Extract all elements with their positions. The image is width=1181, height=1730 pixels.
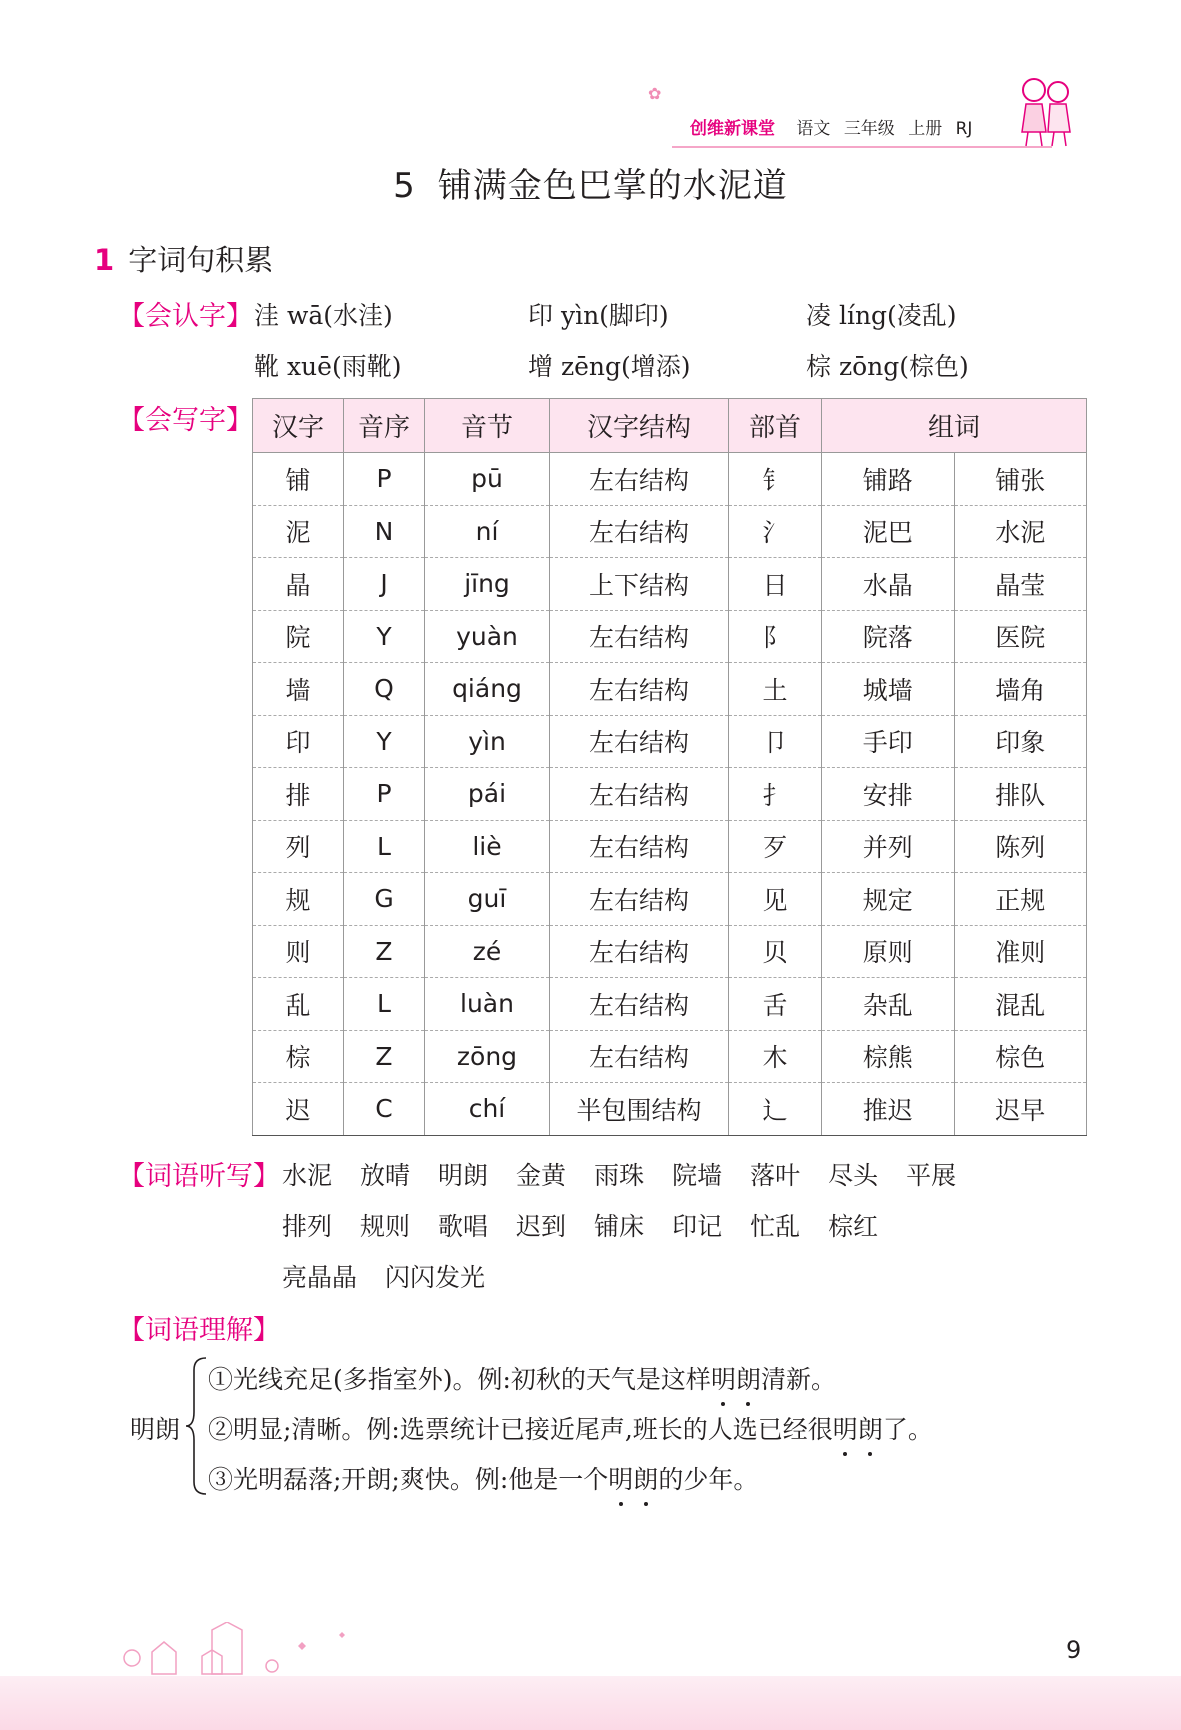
cell-radical: 辶	[729, 1083, 822, 1136]
emphasis-char: 朗	[736, 1360, 761, 1396]
dictation-word: 棕红	[828, 1212, 879, 1241]
recognize-item: 增 zēng(增添)	[528, 352, 691, 381]
col-header-initial: 音序	[344, 399, 425, 453]
brace-icon	[186, 1356, 208, 1496]
cell-structure: 左右结构	[550, 925, 729, 978]
cell-structure: 左右结构	[550, 768, 729, 821]
cell-structure: 左右结构	[550, 610, 729, 663]
cell-initial: J	[344, 558, 425, 611]
cell-initial: C	[344, 1083, 425, 1136]
dictation-word: 院墙	[672, 1161, 723, 1190]
cell-char: 墙	[253, 663, 344, 716]
cell-word-1: 规定	[822, 873, 955, 926]
cell-radical: 舌	[729, 978, 822, 1031]
understood-word: 明朗	[130, 1415, 181, 1444]
cell-char: 乱	[253, 978, 344, 1031]
col-header-pinyin: 音节	[425, 399, 550, 453]
cell-pinyin: pái	[425, 768, 550, 821]
cell-word-2: 墙角	[954, 663, 1087, 716]
emphasis-char: 朗	[858, 1410, 883, 1446]
cell-initial: P	[344, 768, 425, 821]
table-row	[253, 558, 1087, 611]
recognize-item: 凌 líng(凌乱)	[806, 301, 957, 330]
cell-initial: Z	[344, 1030, 425, 1083]
cell-initial: G	[344, 873, 425, 926]
cell-word-1: 棕熊	[822, 1030, 955, 1083]
cell-char: 规	[253, 873, 344, 926]
cell-radical: 钅	[729, 453, 822, 506]
cell-initial: Y	[344, 715, 425, 768]
dictation-word: 排列	[282, 1212, 333, 1241]
emphasis-char: 明	[833, 1410, 858, 1446]
cell-structure: 上下结构	[550, 558, 729, 611]
cell-word-1: 泥巴	[822, 505, 955, 558]
cell-char: 棕	[253, 1030, 344, 1083]
cell-pinyin: liè	[425, 820, 550, 873]
cell-word-2: 排队	[954, 768, 1087, 821]
cell-radical: 见	[729, 873, 822, 926]
table-row	[253, 820, 1087, 873]
dictation-word: 迟到	[516, 1212, 567, 1241]
cell-pinyin: qiáng	[425, 663, 550, 716]
leaf-ornament-icon: ✿	[648, 84, 662, 103]
volume: 上册	[908, 119, 943, 139]
cell-word-1: 并列	[822, 820, 955, 873]
cell-word-1: 铺路	[822, 453, 955, 506]
cell-word-2: 棕色	[954, 1030, 1087, 1083]
section-label: 字词句积累	[128, 243, 274, 277]
brand-name: 创维新课堂	[690, 119, 775, 139]
dictation-line	[282, 1156, 984, 1192]
cell-pinyin: pū	[425, 453, 550, 506]
dictation-word: 亮晶晶	[282, 1263, 358, 1292]
cell-word-2: 印象	[954, 715, 1087, 768]
table-body	[253, 453, 1087, 1136]
lesson-number: 5	[393, 166, 416, 206]
header-divider	[672, 146, 1052, 148]
section-heading	[94, 238, 273, 279]
lesson-title-text: 铺满金色巴掌的水泥道	[437, 166, 788, 206]
cell-radical: 贝	[729, 925, 822, 978]
meaning-text: 了。	[882, 1415, 933, 1444]
cell-initial: Z	[344, 925, 425, 978]
dictation-word: 歌唱	[438, 1212, 489, 1241]
recognize-item: 靴 xuē(雨靴)	[254, 352, 402, 381]
table-row	[253, 505, 1087, 558]
header-bar	[690, 114, 1050, 148]
cell-char: 印	[253, 715, 344, 768]
dictation-word: 雨珠	[594, 1161, 645, 1190]
table-row	[253, 453, 1087, 506]
table-header-row	[253, 399, 1087, 453]
cell-char: 晶	[253, 558, 344, 611]
dictation-word: 规则	[360, 1212, 411, 1241]
cell-word-1: 原则	[822, 925, 955, 978]
table-row	[253, 925, 1087, 978]
cell-word-1: 院落	[822, 610, 955, 663]
cell-word-2: 正规	[954, 873, 1087, 926]
dictation-word: 落叶	[750, 1161, 801, 1190]
cell-initial: P	[344, 453, 425, 506]
grade: 三年级	[843, 119, 895, 139]
meaning-1	[208, 1360, 836, 1396]
cell-structure: 左右结构	[550, 1030, 729, 1083]
dictation-tag: 【词语听写】	[118, 1161, 280, 1192]
cell-word-1: 杂乱	[822, 978, 955, 1031]
write-characters-table	[252, 398, 1087, 1136]
dictation-word: 平展	[906, 1161, 957, 1190]
cell-radical: 扌	[729, 768, 822, 821]
table-row	[253, 1030, 1087, 1083]
cell-structure: 左右结构	[550, 715, 729, 768]
cell-structure: 左右结构	[550, 663, 729, 716]
cell-word-2: 准则	[954, 925, 1087, 978]
cell-structure: 左右结构	[550, 820, 729, 873]
page-number: 9	[1066, 1636, 1082, 1664]
understanding-tag: 【词语理解】	[118, 1315, 280, 1346]
cell-radical: 日	[729, 558, 822, 611]
col-header-words: 组词	[822, 399, 1087, 453]
cell-word-1: 手印	[822, 715, 955, 768]
cell-word-2: 混乱	[954, 978, 1087, 1031]
cell-radical: 木	[729, 1030, 822, 1083]
meaning-3	[208, 1460, 758, 1496]
cell-char: 则	[253, 925, 344, 978]
cell-radical: 歹	[729, 820, 822, 873]
recognize-item: 洼 wā(水洼)	[254, 301, 393, 330]
dictation-line	[282, 1258, 513, 1294]
cell-structure: 左右结构	[550, 873, 729, 926]
cell-pinyin: yìn	[425, 715, 550, 768]
emphasis-char: 明	[711, 1360, 736, 1396]
cell-char: 铺	[253, 453, 344, 506]
cell-word-2: 水泥	[954, 505, 1087, 558]
col-header-char: 汉字	[253, 399, 344, 453]
table-row	[253, 873, 1087, 926]
cell-pinyin: yuàn	[425, 610, 550, 663]
cell-char: 排	[253, 768, 344, 821]
cell-radical: 氵	[729, 505, 822, 558]
cell-word-1: 水晶	[822, 558, 955, 611]
cell-pinyin: zōng	[425, 1030, 550, 1083]
cell-initial: L	[344, 820, 425, 873]
cell-initial: Q	[344, 663, 425, 716]
cell-initial: N	[344, 505, 425, 558]
recognize-tag: 【会认字】	[118, 301, 253, 332]
dictation-word: 明朗	[438, 1161, 489, 1190]
cell-pinyin: ní	[425, 505, 550, 558]
cell-word-2: 铺张	[954, 453, 1087, 506]
dictation-word: 金黄	[516, 1161, 567, 1190]
table-row	[253, 663, 1087, 716]
lesson-title	[0, 158, 1181, 207]
dictation-word: 印记	[672, 1212, 723, 1241]
emphasis-char: 明	[608, 1460, 633, 1496]
cell-pinyin: guī	[425, 873, 550, 926]
cell-char: 列	[253, 820, 344, 873]
table-row	[253, 978, 1087, 1031]
table-row	[253, 768, 1087, 821]
emphasis-char: 朗	[633, 1460, 658, 1496]
town-illustration-icon	[112, 1622, 372, 1676]
cell-pinyin: zé	[425, 925, 550, 978]
col-header-radical: 部首	[729, 399, 822, 453]
write-tag: 【会写字】	[118, 405, 253, 436]
cell-word-2: 医院	[954, 610, 1087, 663]
col-header-structure: 汉字结构	[550, 399, 729, 453]
cell-structure: 左右结构	[550, 505, 729, 558]
table-row	[253, 610, 1087, 663]
dictation-word: 水泥	[282, 1161, 333, 1190]
cell-char: 迟	[253, 1083, 344, 1136]
section-number: 1	[94, 243, 115, 277]
cell-structure: 半包围结构	[550, 1083, 729, 1136]
dictation-line	[282, 1207, 906, 1243]
cell-initial: Y	[344, 610, 425, 663]
cell-char: 院	[253, 610, 344, 663]
cell-word-2: 陈列	[954, 820, 1087, 873]
cell-structure: 左右结构	[550, 978, 729, 1031]
subject: 语文	[796, 119, 831, 139]
table-row	[253, 1083, 1087, 1136]
meaning-text: 清新。	[760, 1365, 836, 1394]
kids-illustration-icon	[1012, 70, 1082, 150]
dictation-word: 放晴	[360, 1161, 411, 1190]
cell-initial: L	[344, 978, 425, 1031]
cell-structure: 左右结构	[550, 453, 729, 506]
cell-pinyin: chí	[425, 1083, 550, 1136]
dictation-word: 尽头	[828, 1161, 879, 1190]
cell-char: 泥	[253, 505, 344, 558]
dictation-word: 铺床	[594, 1212, 645, 1241]
cell-pinyin: jīng	[425, 558, 550, 611]
dictation-word: 忙乱	[750, 1212, 801, 1241]
cell-radical: 卩	[729, 715, 822, 768]
cell-word-1: 安排	[822, 768, 955, 821]
recognize-item: 棕 zōng(棕色)	[806, 352, 969, 381]
cell-word-2: 迟早	[954, 1083, 1087, 1136]
meaning-2	[208, 1410, 933, 1446]
meaning-text: 的少年。	[658, 1465, 759, 1494]
edition: RJ	[955, 119, 973, 139]
meaning-text: ③光明磊落;开朗;爽快。例:他是一个	[208, 1465, 609, 1494]
cell-word-1: 城墙	[822, 663, 955, 716]
cell-word-2: 晶莹	[954, 558, 1087, 611]
recognize-item: 印 yìn(脚印)	[528, 301, 669, 330]
meaning-text: ①光线充足(多指室外)。例:初秋的天气是这样	[208, 1365, 711, 1394]
meaning-text: ②明显;清晰。例:选票统计已接近尾声,班长的人选已经很	[208, 1415, 833, 1444]
cell-radical: 阝	[729, 610, 822, 663]
dictation-word: 闪闪发光	[385, 1263, 486, 1292]
table-row	[253, 715, 1087, 768]
footer-band	[0, 1676, 1181, 1730]
cell-word-1: 推迟	[822, 1083, 955, 1136]
cell-radical: 土	[729, 663, 822, 716]
cell-pinyin: luàn	[425, 978, 550, 1031]
